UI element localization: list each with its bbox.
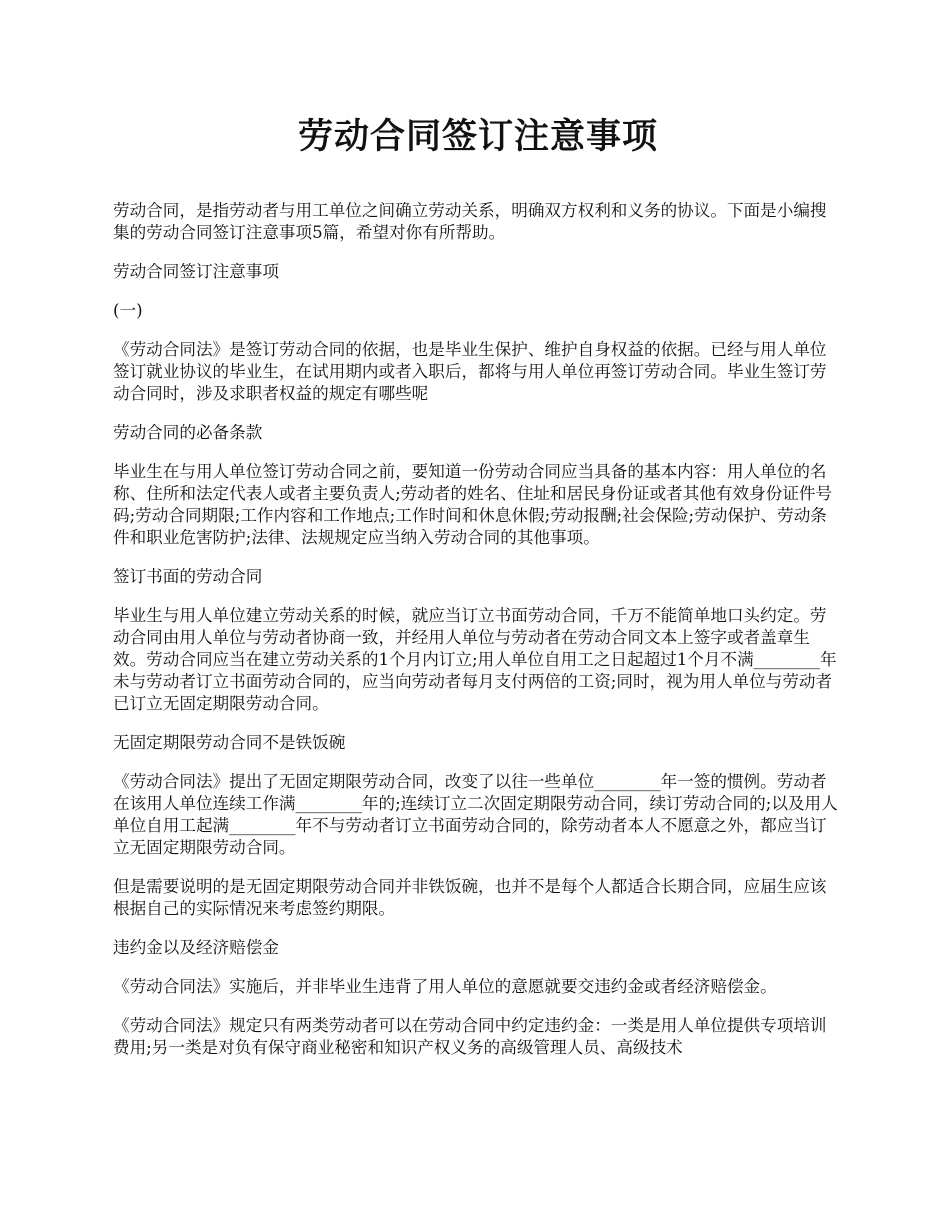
subheading-open-ended-contract: 无固定期限劳动合同不是铁饭碗 — [113, 733, 346, 752]
section-heading: 劳动合同签订注意事项 — [113, 262, 279, 281]
subheading-required-terms: 劳动合同的必备条款 — [113, 423, 263, 442]
body-paragraph: 《劳动合同法》规定只有两类劳动者可以在劳动合同中约定违约金：一类是用人单位提供专项培训费用;另一类是对负有保守商业秘密和知识产权义务的高级管理人员、高级技术 — [113, 1016, 827, 1057]
body-paragraph: 《劳动合同法》实施后，并非毕业生违背了用人单位的意愿就要交违约金或者经济赔偿金。 — [113, 977, 777, 996]
subheading-written-contract: 签订书面的劳动合同 — [113, 567, 263, 586]
body-paragraph: 但是需要说明的是无固定期限劳动合同并非铁饭碗，也并不是每个人都适合长期合同，应届生应该根据自己的实际情况来考虑签约期限。 — [113, 877, 827, 918]
document-title: 劳动合同签订注意事项 — [297, 116, 658, 157]
body-paragraph: 毕业生与用人单位建立劳动关系的时候，就应当订立书面劳动合同，千万不能简单地口头约定。劳动合同由用人单位与劳动者协商一致，并经用人单位与劳动者在劳动合同文本上签字或者盖章生效。劳动合同应当在建立劳动关系的1个月内订立;用人单位自用工之日起超过1个月不满________年未与劳动者订立书面劳动合同的，应当向劳动者每月支付两倍的工资;同时，视为用人单位与劳动者已订立无固定期限劳动合同。 — [113, 606, 837, 713]
body-paragraph: 毕业生在与用人单位签订劳动合同之前，要知道一份劳动合同应当具备的基本内容：用人单位的名称、住所和法定代表人或者主要负责人;劳动者的姓名、住址和居民身份证或者其他有效身份证件号码;劳动合同期限;工作内容和工作地点;工作时间和休息休假;劳动报酬;社会保险;劳动保护、劳动条件和职业危害防护;法律、法规规定应当纳入劳动合同的其他事项。 — [113, 462, 833, 547]
subheading-penalty: 违约金以及经济赔偿金 — [113, 938, 279, 957]
section-number: (一) — [113, 301, 143, 320]
document-page — [113, 108, 843, 1076]
body-paragraph: 《劳动合同法》提出了无固定期限劳动合同，改变了以往一些单位________年一签的惯例。劳动者在该用人单位连续工作满________年的;连续订立二次固定期限劳动合同，续订劳动合同的;以及用人单位自用工起满________年不与劳动者订立书面劳动合同的，除劳动者本人不愿意之外，都应当订立无固定期限劳动合同。 — [113, 772, 838, 857]
body-paragraph: 《劳动合同法》是签订劳动合同的依据，也是毕业生保护、维护自身权益的依据。已经与用人单位签订就业协议的毕业生，在试用期内或者入职后，都将与用人单位再签订劳动合同。毕业生签订劳动合同时，涉及求职者权益的规定有哪些呢 — [113, 340, 827, 403]
intro-paragraph: 劳动合同，是指劳动者与用工单位之间确立劳动关系，明确双方权利和义务的协议。下面是小编搜集的劳动合同签订注意事项5篇，希望对你有所帮助。 — [113, 201, 827, 242]
